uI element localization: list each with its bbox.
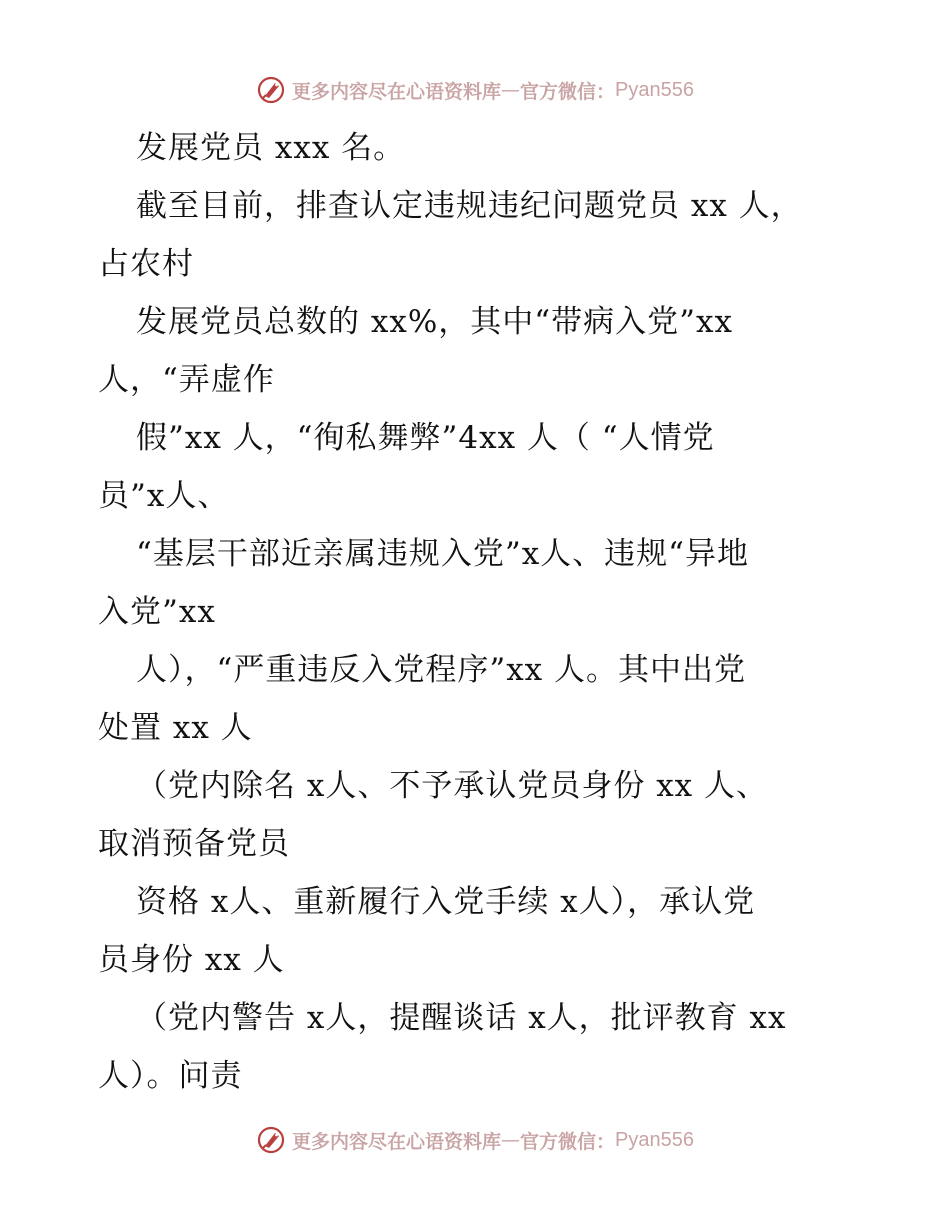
text-line: 入党”xx [98,594,216,630]
watermark-wechat-label: 官方微信： [520,1130,616,1153]
pen-nib-logo-icon [256,75,286,105]
watermark-dash: — [501,1129,521,1151]
text-line: 发展党员 xxx 名。 [136,130,406,166]
text-line: 人），“严重违反入党程序”xx 人。其中出党 [136,652,747,688]
text-line: 取消预备党员 [98,826,290,862]
watermark-wechat-id: Pyan556 [615,1128,694,1151]
text-line: 人，“弄虚作 [98,362,275,398]
header-watermark [0,70,950,110]
text-line: （党内除名 x人、不予承认党员身份 xx 人、 [136,768,769,804]
text-line: 人）。问责 [98,1058,243,1094]
text-line: 假”xx 人，“徇私舞弊”4xx 人（ “人情党 [136,420,715,456]
text-line: “基层干部近亲属违规入党”x人、违规“异地 [136,536,750,572]
pen-nib-logo-icon [256,1125,286,1155]
watermark-wechat-label: 官方微信： [520,80,616,103]
text-line: （党内警告 x人，提醒谈话 x人，批评教育 xx [136,1000,787,1036]
text-line: 截至目前，排查认定违规违纪问题党员 xx 人， [136,188,803,224]
watermark-main-text: 更多内容尽在心语资料库 [292,80,502,103]
text-line: 发展党员总数的 xx%，其中“带病入党”xx [136,304,733,340]
text-line: 处置 xx 人 [98,710,253,746]
watermark-main-text: 更多内容尽在心语资料库 [292,1130,502,1153]
text-line: 员”x人、 [98,478,230,514]
footer-watermark [0,1120,950,1160]
watermark-wechat-id: Pyan556 [615,78,694,101]
watermark-dash: — [501,79,521,101]
text-line: 资格 x人、重新履行入党手续 x人），承认党 [136,884,756,920]
text-line: 员身份 xx 人 [98,942,285,978]
text-line: 占农村 [98,246,194,282]
